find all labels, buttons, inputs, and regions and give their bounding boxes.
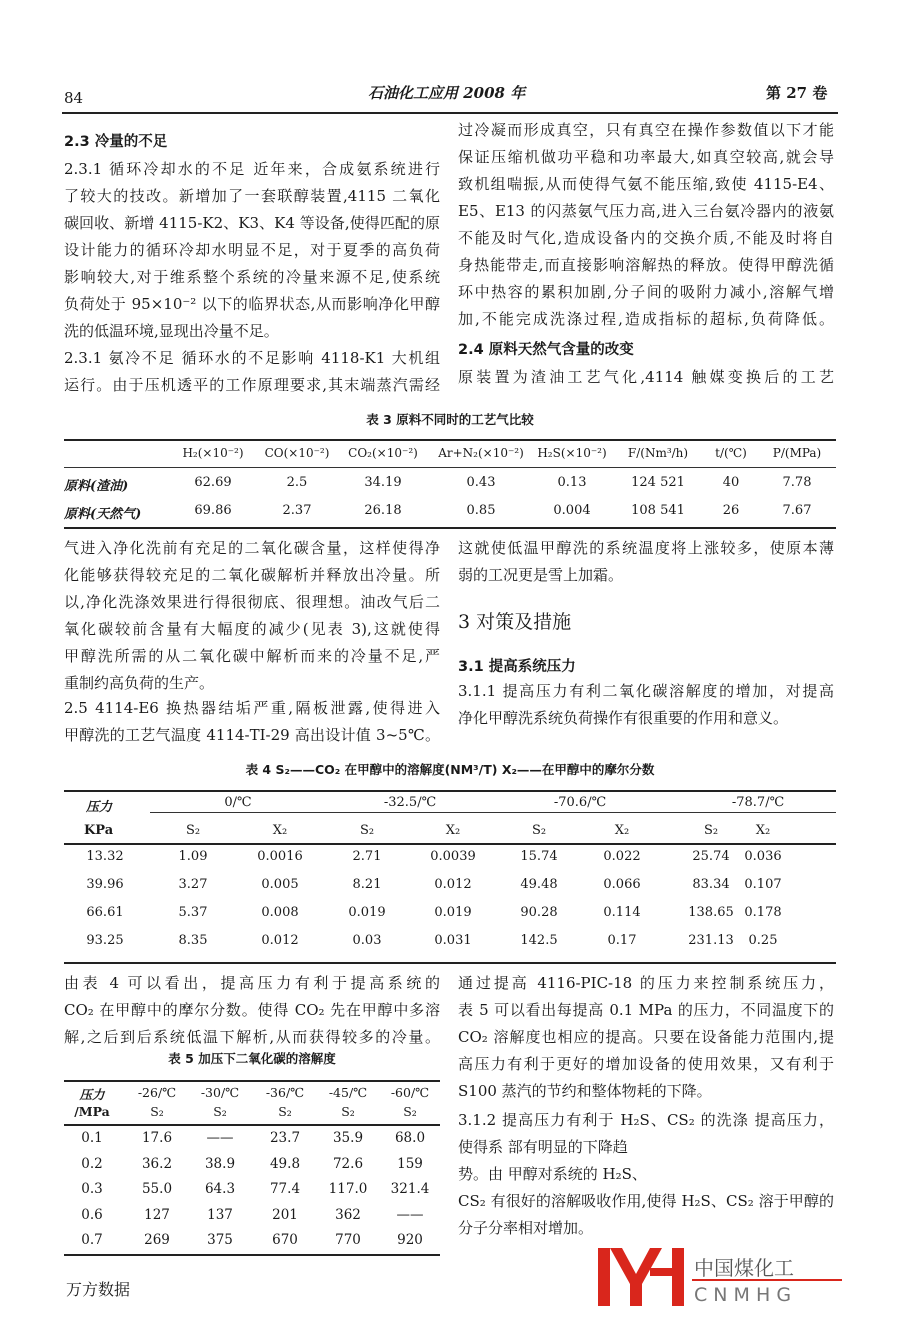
text-line: 过冷凝而形成真空，只有真空在操作参数值以下才能 [458,121,834,139]
text-line: 2.3 冷量的不足 [64,134,168,150]
table5-cell: 362 [335,1206,361,1223]
table3-top-rule [64,439,836,441]
table3-header: P/(MPa) [772,446,822,460]
table5-header: -45/℃ [328,1085,368,1100]
table3-header: H₂(×10⁻²) [182,446,244,460]
table4-cell: 0.031 [434,933,472,948]
table4-group-rule [150,812,836,813]
table5-cell: 68.0 [394,1130,426,1146]
table5-header: -30/℃ [200,1085,240,1100]
text-line: 了较大的技改。新增加了一套联醇装置,4115 二氧化 [64,187,440,205]
table4-cell: 0.107 [744,877,782,892]
text-line: 碳回收、新增 4115-K2、K3、K4 等设备,使得匹配的原 [64,214,440,232]
table4-cell: 138.65 [688,905,734,920]
table4-sub-header: X₂ [272,823,288,838]
journal-title: 石油化工应用 2008 年 [368,84,526,102]
table3-header: CO₂(×10⁻²) [348,446,418,460]
table4-cell: 0.178 [744,905,782,920]
table4-cell: 0.0016 [257,849,303,864]
text-line: 气进入净化洗前有充足的二氧化碳含量，这样使得净 [64,539,440,557]
table3-header: H₂S(×10⁻²) [537,446,607,460]
table5-cell: 55.0 [141,1181,173,1197]
text-line: 化能够获得较充足的二氧化碳解析并释放出冷量。所 [64,566,440,584]
table4-caption: 表 4 S₂——CO₂ 在甲醇中的溶解度(NM³/T) X₂——在甲醇中的摩尔分数 [245,762,655,777]
table5-cell: 201 [272,1206,298,1223]
text-line: 净化甲醇洗系统负荷操作有很重要的作用和意义。 [458,709,789,727]
footer-source: 万方数据 [66,1280,131,1299]
text-line: 3.1.2 提高压力有利于 H₂S、CS₂ 的洗涤 提高压力， [458,1111,834,1129]
table3-cell: 2.5 [286,475,308,490]
table5-header: -26/℃ [137,1085,177,1100]
header-rule [62,112,838,114]
table4-sub-header: S₂ [703,823,719,838]
table4-cell: 93.25 [86,933,124,948]
table5-subheader: S₂ [278,1104,292,1119]
table4-temp-header: -70.6/℃ [553,795,607,810]
table4-cell: 5.37 [178,905,208,920]
table3-cell: 0.43 [466,475,496,490]
table5-cell: 35.9 [332,1130,364,1146]
table3-header: Ar+N₂(×10⁻²) [438,446,524,460]
table5-top-rule [64,1080,440,1082]
text-line: 影响较大,对于维系整个系统的冷量来源不足,使系统 [64,268,440,286]
table4-cell: 83.34 [692,877,730,892]
table5-cell: 0.6 [81,1206,103,1223]
table3-caption: 表 3 原料不同时的工艺气比较 [366,412,534,427]
table5-cell: 23.7 [269,1130,301,1146]
watermark-line [692,1279,842,1281]
text-line: 保证压缩机做功平稳和功率最大,如真空较高,就会导 [458,148,834,166]
table5-cell: 159 [397,1155,423,1172]
table4-bottom-rule [64,962,836,964]
table5-cell: 117.0 [328,1181,368,1197]
table3-header: CO(×10⁻²) [264,446,330,460]
volume-label: 第 27 卷 [766,84,828,102]
table5-header: -60/℃ [390,1085,430,1100]
table4-temp-header: -78.7/℃ [731,795,785,810]
table5-cell: 38.9 [204,1155,236,1172]
text-line: CS₂ 有很好的溶解吸收作用,使得 H₂S、CS₂ 溶于甲醇的 [458,1192,834,1210]
table5-cell: 64.3 [204,1181,236,1197]
section-heading: 3 对策及措施 [458,611,572,633]
text-line: 表 5 可以看出每提高 0.1 MPa 的压力，不同温度下的 [458,1001,834,1019]
table5-header-rule [64,1124,440,1126]
text-line: 负荷处于 95×10⁻² 以下的临界状态,从而影响净化甲醇 [64,295,440,313]
table3-cell: 0.85 [466,503,496,518]
text-line: CO₂ 在甲醇中的摩尔分数。使得 CO₂ 先在甲醇中多溶 [64,1001,440,1019]
table4-cell: 0.17 [607,933,637,948]
table4-cell: 3.27 [178,877,208,892]
text-line: 洗的低温环境,显现出冷量不足。 [64,322,279,340]
table3-cell: 124 521 [631,475,685,490]
table4-cell: 0.019 [348,905,386,920]
table3-cell: 108 541 [631,503,685,518]
text-line: 重制约高负荷的生产。 [64,674,215,692]
table4-cell: 8.21 [352,877,382,892]
text-line: 以,净化洗涤效果进行得很彻底、很理想。油改气后二 [64,593,440,611]
text-line: 2.5 4114-E6 换热器结垢严重,隔板泄露,使得进入 [64,699,440,717]
table5-cell: 0.1 [81,1130,103,1146]
table3-bottom-rule [64,527,836,529]
table4-cell: 13.32 [86,849,124,864]
table5-header: -36/℃ [265,1085,305,1100]
table4-cell: 25.74 [692,849,730,864]
table5-subheader: /MPa [74,1104,110,1119]
table3-cell: 40 [722,475,740,490]
table3-header: F/(Nm³/h) [627,446,689,460]
table4-temp-header: 0/℃ [224,795,252,810]
table4-cell: 0.022 [603,849,641,864]
table5-subheader: S₂ [341,1104,355,1119]
table3-cell: 69.86 [194,503,232,518]
text-line: 原装置为渣油工艺气化,4114 触媒变换后的工艺 [458,368,834,386]
table3-cell: 62.69 [194,475,232,490]
text-line: 氧化碳较前含量有大幅度的减少(见表 3),这就使得 [64,620,440,638]
text-line: 2.3.1 氨冷不足 循环水的不足影响 4118-K1 大机组 [64,349,440,367]
table5-cell: 137 [207,1206,233,1223]
text-line: 甲醇洗所需的从二氧化碳中解析而来的冷量不足,严 [64,647,440,665]
table5-cell: 77.4 [269,1181,301,1197]
table4-cell: 8.35 [178,933,208,948]
text-line: 致机组喘振,从而使得气氨不能压缩,致使 4115-E4、 [458,175,834,193]
text-line: 加,不能完成洗涤过程,造成指标的超标,负荷降低。 [458,310,834,328]
text-line: 通过提高 4116-PIC-18 的压力来控制系统压力， [458,974,834,992]
table5-cell: 770 [335,1232,361,1248]
table3-cell: 0.004 [553,503,591,518]
table3-row-label: 原料(渣油) [64,479,129,494]
table4-cell: 0.012 [434,877,472,892]
table5-cell: 0.7 [81,1232,103,1248]
table4-cell: 231.13 [688,933,734,948]
text-line: CO₂ 溶解度也相应的提高。只要在设备能力范围内,提 [458,1028,834,1046]
text-line: 这就使低温甲醇洗的系统温度将上涨较多，使原本薄 [458,539,834,557]
table4-cell: 0.005 [261,877,299,892]
table4-pressure-label: 压力 [86,800,113,815]
table5-caption: 表 5 加压下二氧化碳的溶解度 [168,1051,336,1066]
watermark [596,1248,846,1308]
table4-cell: 49.48 [520,877,558,892]
table3-cell: 0.13 [557,475,587,490]
table4-cell: 0.25 [748,933,778,948]
text-line: 运行。由于压机透平的工作原理要求,其末端蒸汽需经 [64,376,440,394]
table4-cell: 0.036 [744,849,782,864]
table4-pressure-unit: KPa [84,823,114,838]
table4-cell: 15.74 [520,849,558,864]
table5-cell: 269 [144,1232,170,1248]
text-line: 解,之后到后系统低温下解析,从而获得较多的冷量。 [64,1028,440,1046]
text-line: 不能及时气化,造成设备内的交换介质,不能及时将自 [458,229,834,247]
table5-cell: 375 [207,1232,233,1248]
table5-subheader: S₂ [403,1104,417,1119]
table4-sub-header: S₂ [359,823,375,838]
text-line: E5、E13 的闪蒸氨气压力高,进入三台氨冷器内的液氨 [458,202,834,220]
table5-cell: 670 [272,1232,298,1248]
table5-cell: 36.2 [141,1155,173,1172]
text-line: S100 蒸汽的节约和整体物耗的下降。 [458,1082,712,1100]
table3-header: t/(℃) [715,446,747,460]
text-line: 弱的工况更是雪上加霜。 [458,566,624,584]
text-line: 甲醇洗的工艺气温度 4114-TI-29 高出设计值 3~5℃。 [64,726,440,744]
table5-cell: 321.4 [390,1181,430,1197]
table4-cell: 142.5 [520,933,558,948]
table4-cell: 0.03 [352,933,382,948]
table5-subheader: S₂ [150,1104,164,1119]
table3-header-rule [64,467,836,468]
table5-cell: 920 [397,1232,423,1248]
table4-cell: 39.96 [86,877,124,892]
table5-cell: 0.2 [81,1155,103,1172]
table5-cell: 49.8 [269,1155,301,1172]
watermark-logo-icon [598,1248,684,1306]
table4-sub-header: X₂ [755,823,771,838]
table3-cell: 7.67 [782,503,812,518]
table4-sub-header: X₂ [445,823,461,838]
text-line: 2.4 原料天然气含量的改变 [458,342,634,358]
text-line: 2.3.1 循环冷却水的不足 近年来，合成氨系统进行 [64,160,440,178]
table3-cell: 34.19 [364,475,402,490]
table4-top-rule [64,790,836,792]
table5-cell: 0.3 [81,1181,103,1197]
table5-cell: 17.6 [141,1130,173,1146]
text-line: 由表 4 可以看出，提高压力有利于提高系统的 [64,974,440,992]
table4-cell: 0.114 [603,905,641,920]
table4-cell: 0.008 [261,905,299,920]
text-line: 设计能力的循环冷却水明显不足，对于夏季的高负荷 [64,241,440,259]
table5-bottom-rule [64,1254,440,1256]
table5-cell: —— [206,1130,234,1146]
watermark-en-text: C N M H G [694,1284,792,1306]
text-line: 势。由 甲醇对系统的 H₂S、 [458,1165,647,1183]
table4-cell: 0.0039 [430,849,476,864]
text-line: 3.1.1 提高压力有利二氧化碳溶解度的增加，对提高 [458,682,834,700]
table4-cell: 2.71 [352,849,382,864]
table3-cell: 26 [722,503,740,518]
table5-header: 压力 [79,1087,105,1102]
subsection-heading: 3.1 提高系统压力 [458,659,576,675]
table4-cell: 0.019 [434,905,472,920]
table3-cell: 26.18 [364,503,402,518]
table4-cell: 1.09 [178,849,208,864]
table5-cell: 72.6 [332,1155,364,1172]
table4-sub-header: X₂ [614,823,630,838]
page-number: 84 [64,89,84,107]
table4-temp-header: -32.5/℃ [383,795,437,810]
table4-cell: 66.61 [86,905,124,920]
table5-subheader: S₂ [213,1104,227,1119]
table4-sub-header: S₂ [531,823,547,838]
table3-cell: 2.37 [282,503,312,518]
table5-cell: 127 [144,1206,170,1223]
table4-cell: 0.066 [603,877,641,892]
text-line: 身热能带走,而直接影响溶解热的释放。使得甲醇洗循 [458,256,834,274]
table5-cell: —— [396,1206,424,1223]
table4-header-rule [64,843,836,845]
table4-cell: 90.28 [520,905,558,920]
table4-cell: 0.012 [261,933,299,948]
text-line: 环中热容的累积加剧,分子间的吸附力减小,溶解气增 [458,283,834,301]
text-line: 高压力有利于更好的增加设备的使用效果，又有利于 [458,1055,834,1073]
table3-row-label: 原料(天然气) [64,507,142,522]
table3-cell: 7.78 [782,475,812,490]
table4-sub-header: S₂ [185,823,201,838]
watermark-cn-text: 中国煤化工 [694,1256,794,1280]
text-line: 分子分率相对增加。 [458,1219,594,1237]
text-line: 使得系 部有明显的下降趋 [458,1138,628,1156]
